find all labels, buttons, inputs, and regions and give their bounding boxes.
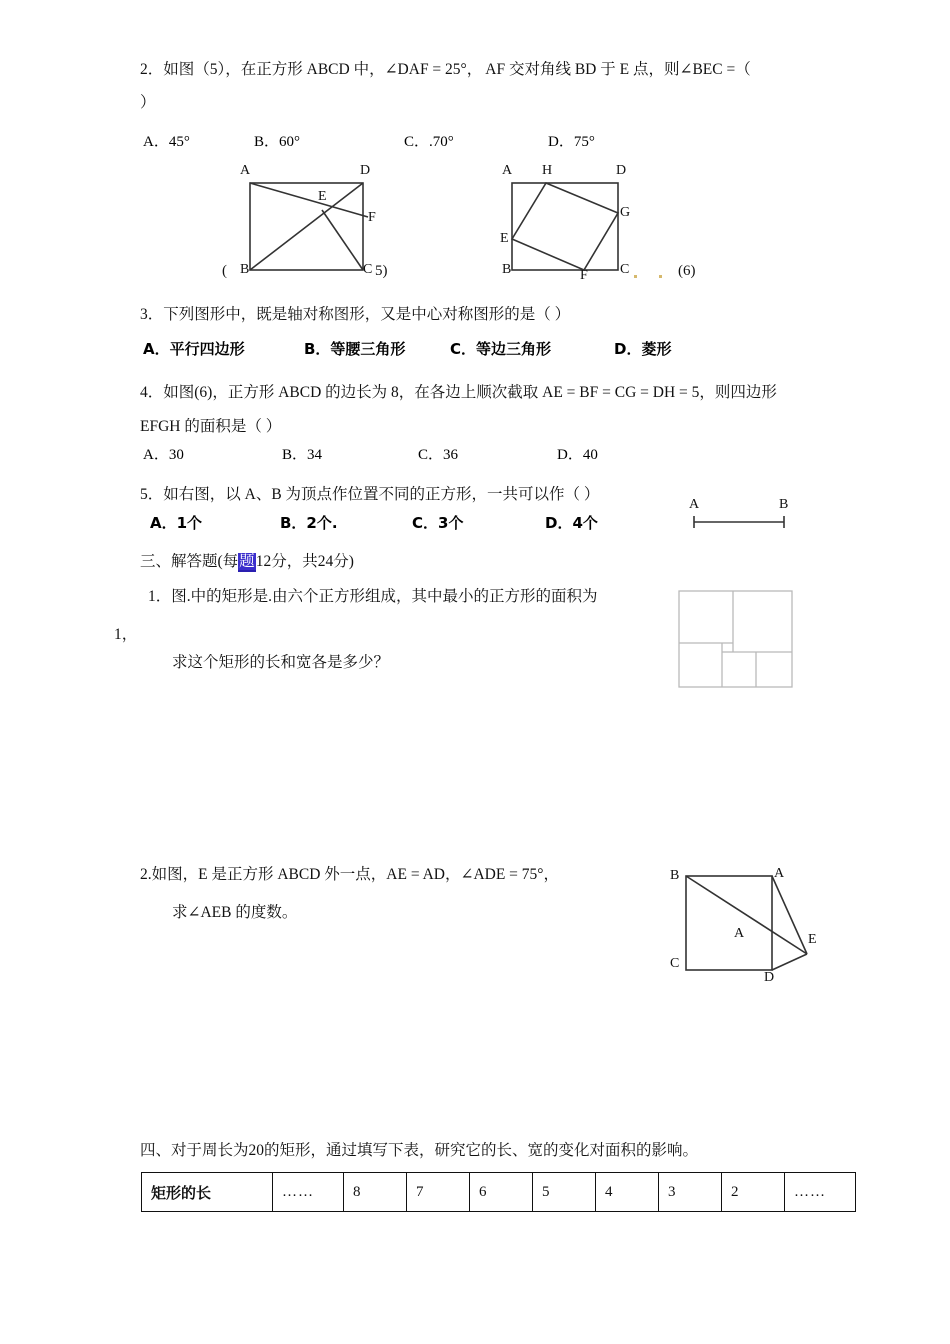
question-4-option-d[interactable]: D．40 xyxy=(557,447,598,463)
figure-6-caption: (6) xyxy=(678,263,696,279)
figure-6-label-E: E xyxy=(500,231,509,246)
table-cell[interactable]: …… xyxy=(273,1173,344,1212)
figure-6-label-D: D xyxy=(616,163,627,178)
section-three-problem-1-wrap: 1， xyxy=(114,626,138,643)
section-three-heading xyxy=(140,547,354,577)
segment-label-B: B xyxy=(779,497,789,512)
square-point-label-E: E xyxy=(808,932,817,947)
figure-5 xyxy=(218,165,428,290)
question-2-option-a[interactable]: A．45° xyxy=(143,134,190,150)
table-cell[interactable]: …… xyxy=(785,1173,856,1212)
section-three-problem-2-line1: 2.如图，E 是正方形 ABCD 外一点，AE = AD，∠ADE = 75°， xyxy=(140,866,560,883)
question-4-stem-line2: EFGH 的面积是（ ） xyxy=(140,418,282,435)
question-5-stem: 5．如右图，以 A、B 为顶点作位置不同的正方形，一共可以作（ ） xyxy=(140,486,600,503)
table-cell[interactable]: 4 xyxy=(596,1173,659,1212)
question-2-option-d[interactable]: D．75° xyxy=(548,134,595,150)
table-cell[interactable]: 6 xyxy=(470,1173,533,1212)
square-point-label-D: D xyxy=(764,970,775,985)
square-point-label-A-top: A xyxy=(774,866,785,881)
question-3-option-a[interactable]: A．平行四边形 xyxy=(143,340,245,358)
figure-6 xyxy=(490,165,690,290)
figure-5-label-E: E xyxy=(318,189,327,204)
question-2-option-c[interactable]: C．.70° xyxy=(404,134,454,150)
table-cell[interactable]: 8 xyxy=(344,1173,407,1212)
rectangle-length-table xyxy=(141,1172,856,1212)
figure-5-label-B: B xyxy=(240,262,250,277)
square-point-label-B: B xyxy=(670,868,680,883)
question-3-stem: 3．下列图形中，既是轴对称图形，又是中心对称图形的是（ ） xyxy=(140,306,571,323)
figure-six-squares xyxy=(678,590,793,688)
table-cell[interactable]: 5 xyxy=(533,1173,596,1212)
section-four-heading: 四、对于周长为20的矩形，通过填写下表，研究它的长、宽的变化对面积的影响。 xyxy=(140,1142,699,1159)
square-point-label-A-mid: A xyxy=(734,926,745,941)
figure-6-label-B: B xyxy=(502,262,512,277)
square-point-label-C: C xyxy=(670,956,680,971)
table-row-header: 矩形的长 xyxy=(142,1173,273,1212)
question-4-option-a[interactable]: A．30 xyxy=(143,447,184,463)
question-3-option-d[interactable]: D．菱形 xyxy=(614,340,672,358)
figure-6-label-C: C xyxy=(620,262,630,277)
figure-segment-ab xyxy=(686,498,796,532)
table-cell[interactable]: 3 xyxy=(659,1173,722,1212)
speck-mark xyxy=(634,275,637,278)
figure-5-caption-right: 5) xyxy=(375,263,388,279)
figure-5-caption-left: ( xyxy=(222,263,227,279)
question-4-stem-line1: 4．如图(6)，正方形 ABCD 的边长为 8，在各边上顺次截取 AE = BF = CG = DH = 5，则四边形 xyxy=(140,384,777,401)
section-three-heading-post: 12分，共24分) xyxy=(255,553,354,570)
figure-6-label-G: G xyxy=(620,205,631,220)
question-2-stem-line1: 2．如图（5），在正方形 ABCD 中，∠DAF = 25°， AF 交对角线 BD 于 E 点，则∠BEC =（ xyxy=(140,61,751,78)
question-2-option-b[interactable]: B．60° xyxy=(254,134,301,150)
question-4-option-c[interactable]: C．36 xyxy=(418,447,459,463)
question-2-stem-line2: ） xyxy=(140,94,156,111)
figure-5-label-D: D xyxy=(360,163,371,178)
section-four-table-wrapper xyxy=(141,1172,856,1212)
section-three-heading-link[interactable]: 题 xyxy=(239,553,255,570)
figure-5-label-C: C xyxy=(363,262,373,277)
segment-label-A: A xyxy=(689,497,700,512)
section-three-problem-1-line1: 1．图.中的矩形是.由六个正方形组成，其中最小的正方形的面积为 xyxy=(148,588,598,605)
table-cell[interactable]: 7 xyxy=(407,1173,470,1212)
section-three-heading-pre: 三、解答题(每 xyxy=(140,553,239,570)
section-three-problem-2-line2: 求∠AEB 的度数。 xyxy=(172,904,298,921)
question-3-option-b[interactable]: B．等腰三角形 xyxy=(304,340,406,358)
question-5-option-c[interactable]: C．3个 xyxy=(412,514,464,532)
section-three-problem-1-line2: 求这个矩形的长和宽各是多少？ xyxy=(172,654,390,671)
speck-mark xyxy=(659,275,662,278)
question-4-option-b[interactable]: B．34 xyxy=(282,447,323,463)
table-cell[interactable]: 2 xyxy=(722,1173,785,1212)
figure-6-label-H: H xyxy=(542,163,553,178)
figure-square-outside-point xyxy=(664,862,829,987)
question-5-option-b[interactable]: B．2个. xyxy=(280,514,338,532)
figure-6-label-F: F xyxy=(580,268,588,283)
question-3-option-c[interactable]: C．等边三角形 xyxy=(450,340,552,358)
figure-5-label-A: A xyxy=(240,163,251,178)
question-5-option-a[interactable]: A．1个 xyxy=(150,514,203,532)
figure-6-label-A: A xyxy=(502,163,513,178)
table-row xyxy=(142,1173,856,1212)
figure-5-label-F: F xyxy=(368,210,376,225)
question-5-option-d[interactable]: D．4个 xyxy=(545,514,598,532)
